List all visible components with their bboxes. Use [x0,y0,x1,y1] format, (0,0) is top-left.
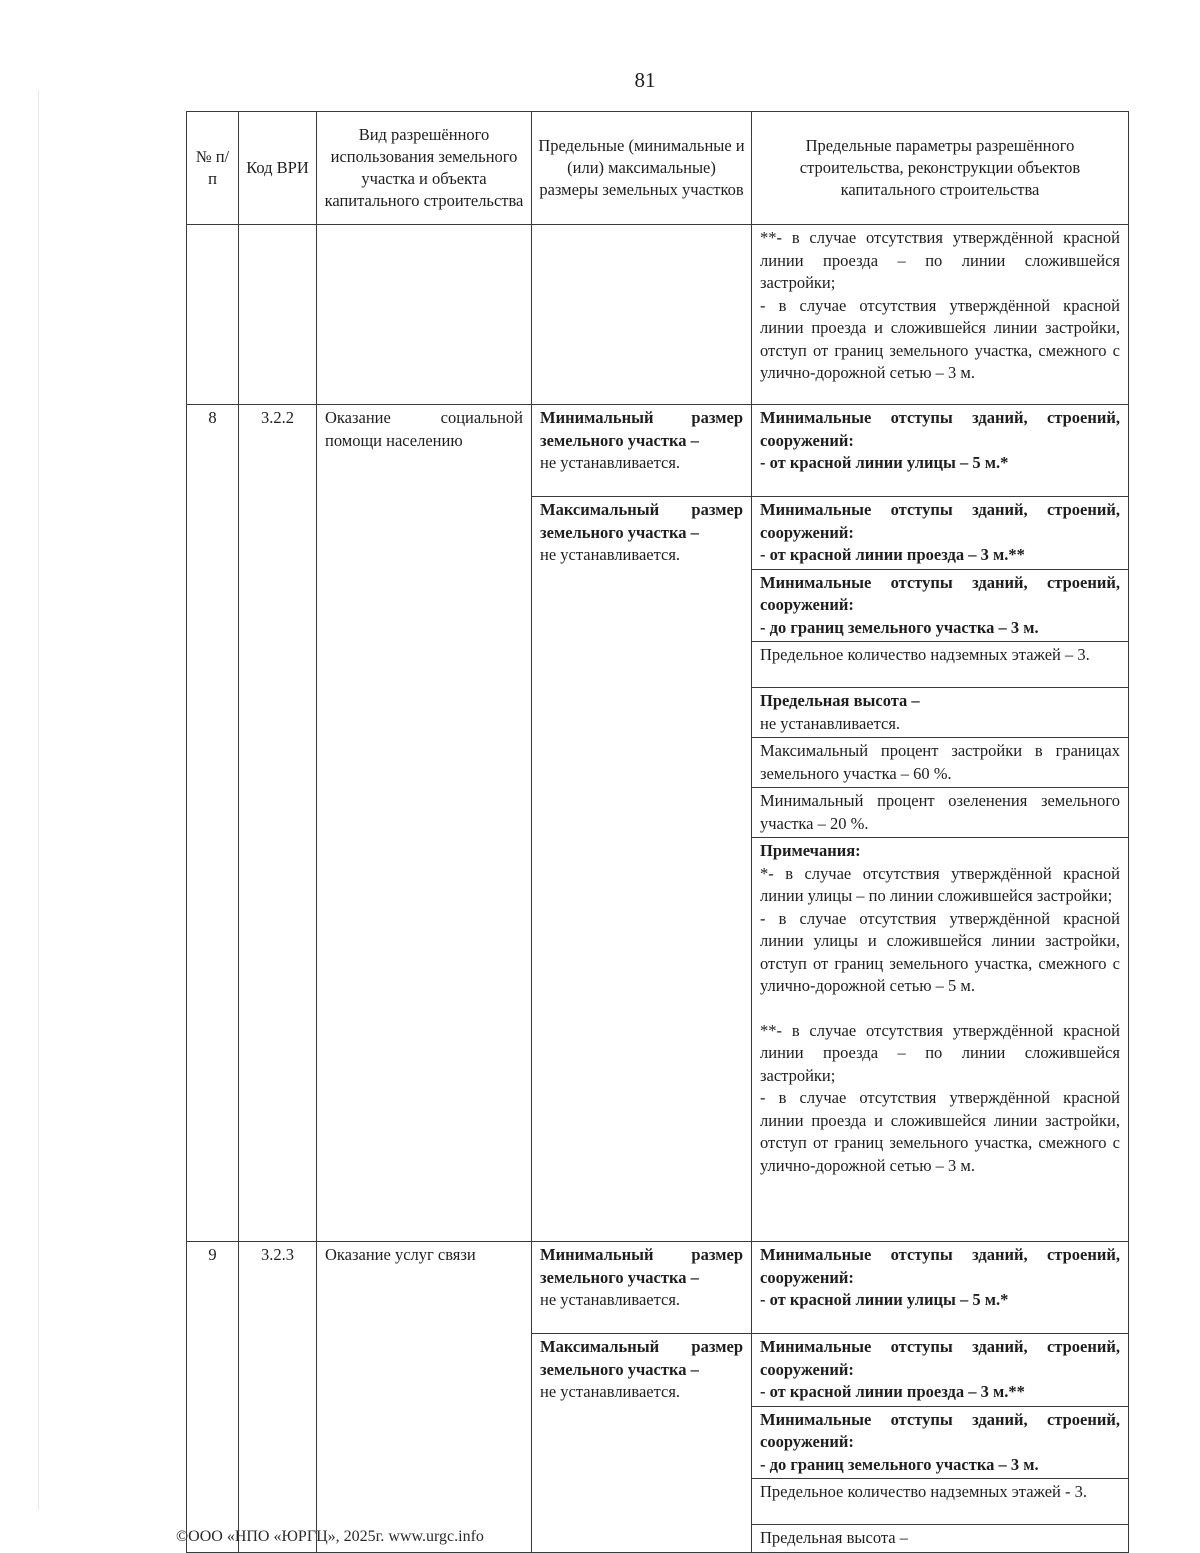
row9-min-size [532,1242,752,1334]
row8-param-1-label: Минимальные отступы зданий, строений, сооружений: [760,408,1120,450]
row8-min-size-value: не устанавливается. [540,453,681,472]
row8-max-size-label: Максимальный размер земельного участка – [540,500,743,542]
row9-param-1 [752,1242,1129,1334]
row8-param-1 [752,405,1129,497]
row9-param-3 [752,1406,1129,1479]
cont-note-a: **- в случае отсутствия утверждённой красной линии проезда – по линии сложившейся застройки; [760,228,1120,292]
row9-param-2-value: - от красной линии проезда – 3 м.** [760,1382,1025,1401]
row8-param-1-value: - от красной линии улицы – 5 м.* [760,453,1009,472]
regulations-table [186,111,1129,1553]
row8-note-1: *- в случае отсутствия утверждённой красной линии улицы – по линии сложившейся застройки; [760,863,1120,905]
row8-note-3: **- в случае отсутствия утверждённой красной линии проезда – по линии сложившейся застройки; [760,1020,1120,1085]
row9-param-4: Предельное количество надземных этажей - 3. [752,1479,1129,1525]
header-size: Предельные (минимальные и (или) максимальные) размеры земельных участков [532,112,752,225]
footer-copyright: ©ООО «НПО «ЮРГЦ», 2025г. www.urgc.info [176,1528,484,1545]
row9-min-size-label: Минимальный размер земельного участка – [540,1245,743,1287]
row8-max-size-value: не устанавливается. [540,545,681,564]
row9-max-size [532,1334,752,1553]
row8-notes-title: Примечания: [760,841,861,860]
row8-max-size [532,497,752,1242]
cont-num-cell [187,225,239,405]
row8-param-5 [752,688,1129,738]
scan-margin-line [38,90,39,1510]
table-row-9-a [187,1242,1129,1334]
header-params: Предельные параметры разрешённого строительства, реконструкции объектов капитального строительства [752,112,1129,225]
row9-param-5: Предельная высота – [752,1525,1129,1553]
row8-note-2: - в случае отсутствия утверждённой красной линии улицы и сложившейся линии застройки, отступ от границ земельного участка, смежного с улично-дорожной сетью – 5 м. [760,908,1120,995]
row8-param-2 [752,497,1129,570]
row8-param-3-value: - до границ земельного участка – 3 м. [760,617,1039,637]
row8-min-size-label: Минимальный размер земельного участка – [540,408,743,450]
row8-num: 8 [187,405,239,1242]
row9-param-3-value: - до границ земельного участка – 3 м. [760,1454,1039,1474]
row9-max-size-label: Максимальный размер земельного участка – [540,1337,743,1379]
row8-param-5-label: Предельная высота – [760,691,920,710]
cont-use-cell [317,225,532,405]
row9-max-size-value: не устанавливается. [540,1382,681,1401]
header-num: № п/п [187,112,239,225]
row8-use: Оказание социальной помощи населению [317,405,532,1242]
row9-min-size-value: не устанавливается. [540,1290,681,1309]
cont-size-cell [532,225,752,405]
table-row-8-a [187,405,1129,497]
row8-param-4: Предельное количество надземных этажей – 3. [752,642,1129,688]
header-code: Код ВРИ [239,112,317,225]
row9-code: 3.2.3 [239,1242,317,1553]
row9-param-1-value: - от красной линии улицы – 5 м.* [760,1290,1009,1309]
row9-param-3-label: Минимальные отступы зданий, строений, сооружений: [760,1409,1120,1451]
row9-num: 9 [187,1242,239,1553]
page-number: 81 [634,68,656,92]
row8-code: 3.2.2 [239,405,317,1242]
row8-note-4: - в случае отсутствия утверждённой красной линии проезда и сложившейся линии застройки, отступ от границ земельного участка, смежного с улично-дорожной сетью – 3 м. [760,1088,1120,1175]
row8-param-6: Максимальный процент застройки в границах земельного участка – 60 %. [752,738,1129,788]
row9-param-1-label: Минимальные отступы зданий, строений, сооружений: [760,1245,1120,1287]
cont-code-cell [239,225,317,405]
row9-param-2 [752,1334,1129,1407]
row9-use: Оказание услуг связи [317,1242,532,1553]
table-header-row [187,112,1129,225]
header-use: Вид разрешённого использования земельного участка и объекта капитального строительства [317,112,532,225]
row8-param-2-label: Минимальные отступы зданий, строений, сооружений: [760,500,1120,542]
row8-param-2-value: - от красной линии проезда – 3 м.** [760,545,1025,564]
row8-notes-spacer [760,998,1120,1020]
row9-param-2-label: Минимальные отступы зданий, строений, сооружений: [760,1337,1120,1379]
table-row-continuation [187,225,1129,405]
row8-notes [752,838,1129,1242]
row8-param-7: Минимальный процент озеленения земельного участка – 20 %. [752,788,1129,838]
row8-min-size [532,405,752,497]
row8-param-3-label: Минимальные отступы зданий, строений, сооружений: [760,572,1120,614]
cont-note-b: - в случае отсутствия утверждённой красной линии проезда и сложившейся линии застройки, отступ от границ земельного участка, смежного с улично-дорожной сетью – 3 м. [760,295,1120,382]
row8-param-5-value: не устанавливается. [760,713,901,733]
row8-param-3 [752,569,1129,642]
cont-notes-cell [752,225,1129,405]
